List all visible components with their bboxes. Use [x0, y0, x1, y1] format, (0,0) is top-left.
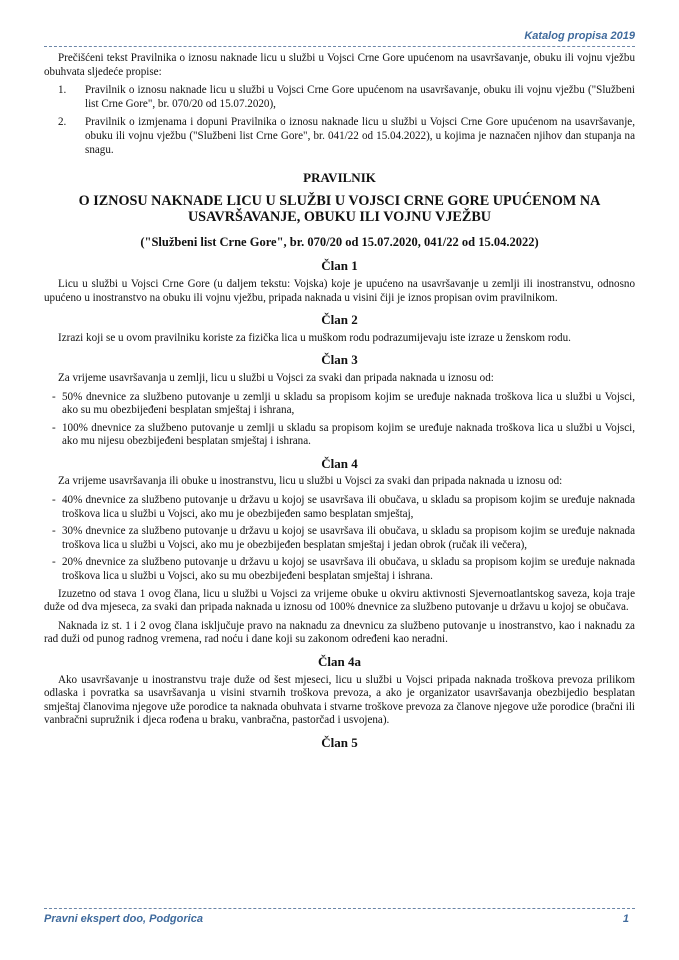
intro-paragraph: Prečišćeni tekst Pravilnika o iznosu naknade licu u službi u Vojsci Crne Gore upućenom na usavršavanje, obuku ili vojnu vježbu obuhvata sljedeće propise:	[44, 52, 635, 78]
list-text: Pravilnik o iznosu naknade licu u službi u Vojsci Crne Gore upućenom na usavršavanje, obuku ili vojnu vježbu ("Službeni list Crne Gore", br. 070/20 od 15.07.2020),	[85, 84, 635, 110]
article-heading: Član 2	[321, 312, 358, 328]
article-heading: Član 4a	[318, 654, 361, 669]
article-heading: Član 4	[321, 455, 358, 471]
dash-item-text: 100% dnevnice za službeno putovanje u zemlji u skladu sa propisom kojim se uređuje naknada troškova lica u službi u Vojsci, ako mu nijesu obezbijeđeni besplatan smještaj i ishrana.	[62, 421, 635, 448]
document-type: PRAVILNIK	[303, 170, 376, 186]
dash-marker: -	[52, 556, 56, 569]
dash-marker: -	[52, 390, 56, 403]
document-title: O IZNOSU NAKNADE LICU U SLUŽBI U VOJSCI CRNE GORE UPUĆENOM NA USAVRŠAVANJE, OBUKU ILI VOJNU VJEŽBU	[78, 192, 601, 226]
publisher-name: Pravni ekspert doo, Podgorica	[44, 913, 203, 925]
page-footer	[44, 908, 635, 925]
dash-list-item	[44, 391, 635, 418]
article-heading: Član 5	[321, 734, 358, 750]
catalog-title: Katalog propisa 2019	[524, 30, 635, 42]
dash-list-item	[44, 556, 635, 583]
dash-item-text: 20% dnevnice za službeno putovanje u državu u kojoj se usavršava ili obučava, u skladu sa propisom kojim se uređuje naknada troškova lica u službi u Vojsci, ako su mu obezbijeđeni besplatan smještaj i ishrana.	[62, 556, 635, 583]
publication-reference: ("Službeni list Crne Gore", br. 070/20 od 15.07.2020, 041/22 od 15.04.2022)	[140, 234, 539, 249]
article-paragraph: Izrazi koji se u ovom pravilniku koriste za fizička lica u muškom rodu podrazumijevaju iste izraze u ženskom rodu.	[58, 331, 571, 344]
dash-item-text: 50% dnevnice za službeno putovanje u zemlji u skladu sa propisom kojim se uređuje naknada troškova lica u službi u Vojsci, ako su mu obezbijeđeni besplatan smještaj i ishrana,	[62, 390, 635, 417]
list-number: 1.	[58, 84, 67, 97]
list-text: Pravilnik o izmjenama i dopuni Pravilnika o iznosu naknade licu u službi u Vojsci Crne Gore upućenom na usavršavanje, obuku ili vojnu vježbu ("Službeni list Crne Gore", br. 041/22 od 15.04.2022), u kojima je naznačen njihov dan stupanja na snagu.	[85, 116, 635, 156]
article-paragraph: Licu u službi u Vojsci Crne Gore (u daljem tekstu: Vojska) koje je upućeno na usavršavanje u zemlji ili inostranstvu, odnosno upućeno u inostranstvo na obuku ili vojnu vježbu, pripada naknada u visini čiji je iznos propisan ovim pravilnikom.	[44, 277, 635, 304]
article-paragraph: Naknada iz st. 1 i 2 ovog člana isključuje pravo na naknadu za dnevnicu za službeno putovanje u inostranstvo, kao i naknadu za rad duži od punog radnog vremena, rad noću i dane koji su zakonom određeni kao neradni.	[44, 619, 635, 646]
article-paragraph: Za vrijeme usavršavanja u zemlji, licu u službi u Vojsci za svaki dan pripada naknada u iznosu od:	[58, 371, 494, 384]
page-number: 1	[622, 913, 629, 925]
dash-item-text: 40% dnevnice za službeno putovanje u državu u kojoj se usavršava ili obučava, u skladu sa propisom kojim se uređuje naknada troškova lica u službi u Vojsci, ako mu je obezbijeđen samo besplatan smještaj,	[62, 494, 635, 520]
article-heading: Član 1	[321, 258, 358, 274]
dash-marker: -	[52, 525, 56, 538]
article-paragraph: Za vrijeme usavršavanja ili obuke u inostranstvu, licu u službi u Vojsci za svaki dan pripada naknada u iznosu od:	[58, 475, 563, 488]
article-paragraph: Ako usavršavanje u inostranstvu traje duže od šest mjeseci, licu u službi u Vojsci pripada naknada troškova prevoza prilikom odlaska i povratka sa usavršavanja u visini stvarnih troškova prevoza, a ako je organizator usavršavanja obezbijedio besplatan smještaj članovima njegove uže porodice ta naknada obuhvata i stvarne troškove prevoza za članove njegove uže porodice (bračni ili vanbračni supružnik i djeca rođena u braku, vanbračna, pastorčad i usvojena).	[44, 673, 635, 727]
article-paragraph: Izuzetno od stava 1 ovog člana, licu u službi u Vojsci za vrijeme obuke u okviru aktivnosti Sjevernoatlantskog saveza, koja traje duže od dva mjeseca, za svaki dan pripada naknada u iznosu od 100% dnevnice za službeno putovanje u državu u kojoj se obučava.	[44, 587, 635, 614]
intro-list-item	[44, 116, 635, 157]
article-heading: Član 3	[321, 352, 358, 368]
dash-list-item	[44, 525, 635, 552]
list-number: 2.	[58, 116, 67, 129]
dash-item-text: 30% dnevnice za službeno putovanje u državu u kojoj se usavršava ili obučava, u skladu sa propisom kojim se uređuje naknada troškova lica u službi u Vojsci, ako mu je obezbijeđen besplatan smještaj i jedan obrok (ručak ili večera),	[62, 525, 635, 551]
dash-marker: -	[52, 421, 56, 434]
dash-list-item	[44, 422, 635, 449]
document-body	[44, 52, 635, 755]
dash-list-item	[44, 494, 635, 521]
intro-list-item	[44, 84, 635, 111]
page-header	[44, 30, 635, 47]
dash-marker: -	[52, 494, 56, 507]
